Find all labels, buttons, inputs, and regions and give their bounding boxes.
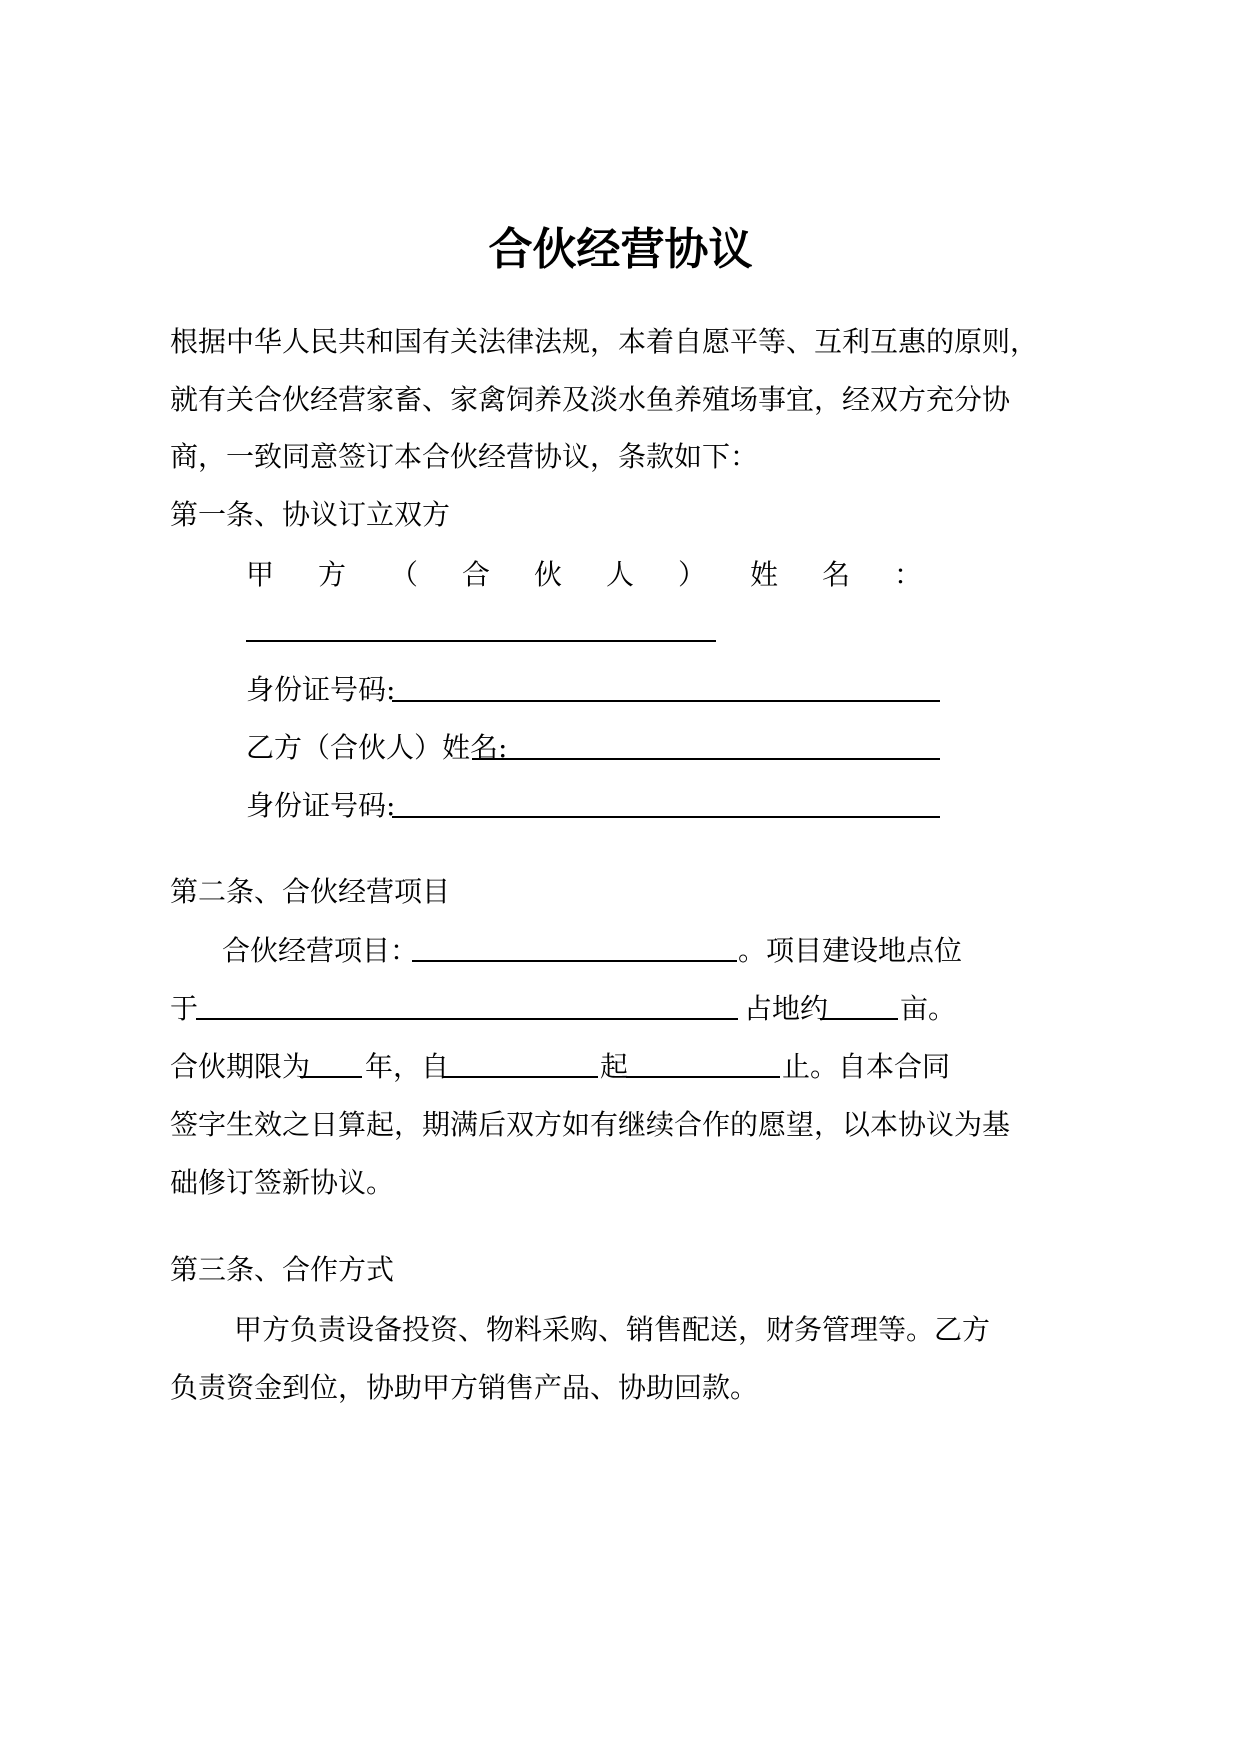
document-title: 合伙经营协议 <box>488 224 753 275</box>
preamble-line-1: 根据中华人民共和国有关法律法规，本着自愿平等、互利互惠的原则， <box>170 325 1039 358</box>
term-end-blank[interactable] <box>626 1076 780 1078</box>
project-label: 合伙经营项目： <box>222 934 419 967</box>
area-label: 占地约 <box>744 992 829 1025</box>
location-blank[interactable] <box>196 1018 738 1020</box>
party-a-name-blank[interactable] <box>246 640 716 642</box>
article-2-line-4: 签字生效之日算起，期满后双方如有继续合作的愿望，以本协议为基 <box>170 1108 1011 1141</box>
term-from-text: 起 <box>600 1050 629 1083</box>
party-b-name-blank[interactable] <box>472 758 940 760</box>
article-1-heading: 第一条、协议订立双方 <box>170 498 451 531</box>
party-a-name-label: 甲方（合伙人）姓名： <box>246 558 926 591</box>
article-3-heading: 第三条、合作方式 <box>170 1253 395 1286</box>
article-2-line-5: 础修订签新协议。 <box>170 1166 395 1199</box>
area-unit: 亩。 <box>900 992 957 1025</box>
article-3-line-1: 甲方负责设备投资、物料采购、销售配送，财务管理等。乙方 <box>234 1313 991 1346</box>
party-b-id-blank[interactable] <box>392 816 940 818</box>
term-year-text: 年，自 <box>365 1050 450 1083</box>
project-blank[interactable] <box>412 960 737 962</box>
term-start-blank[interactable] <box>442 1076 598 1078</box>
project-suffix: 。项目建设地点位 <box>738 934 963 967</box>
article-2-heading: 第二条、合伙经营项目 <box>170 875 451 908</box>
article-3-line-2: 负责资金到位，协助甲方销售产品、协助回款。 <box>170 1371 759 1404</box>
party-b-id-label: 身份证号码: <box>246 789 396 822</box>
party-b-name-label: 乙方（合伙人）姓名: <box>246 731 508 764</box>
preamble-line-2: 就有关合伙经营家畜、家禽饲养及淡水鱼养殖场事宜，经双方充分协 <box>170 383 1011 416</box>
term-prefix: 合伙期限为 <box>170 1050 311 1083</box>
location-prefix: 于 <box>170 992 199 1025</box>
party-a-id-blank[interactable] <box>392 700 940 702</box>
term-years-blank[interactable] <box>300 1076 362 1078</box>
party-a-id-label: 身份证号码: <box>246 673 396 706</box>
preamble-line-3: 商，一致同意签订本合伙经营协议，条款如下： <box>170 440 759 473</box>
term-to-text: 止。自本合同 <box>782 1050 951 1083</box>
area-blank[interactable] <box>820 1018 898 1020</box>
